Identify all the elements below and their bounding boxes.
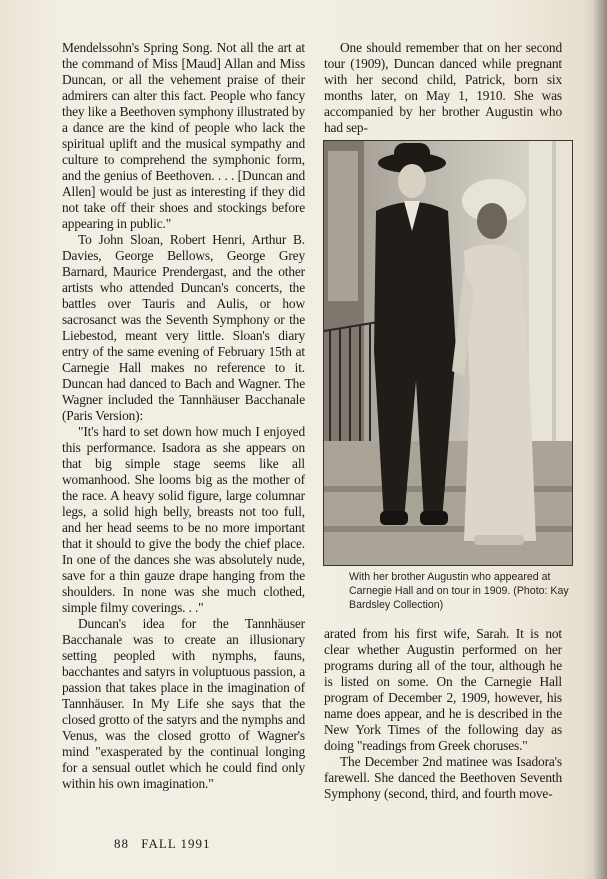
paragraph-4: Duncan's idea for the Tannhäuser Bacchanale was to create an illusionary setting peopled with nymphs, fauns, bacchantes and satyrs in voluptuous passion, a passion that takes place in the imagination of Tannhäuser. In My Life she says that the closed grotto of the satyrs and the nymphs and Venus, was the closed grotto of Wagner's mind "exasperated by the continual longing for a sensual outlet which he could find only within his own imagination." (62, 616, 305, 791)
paragraph-2: To John Sloan, Robert Henri, Arthur B. Davies, George Bellows, George Grey Barnard, Maurice Prendergast, and the other artists who attended Duncan's concerts, the battles over Tauris and Aulis, or how sacrosanct was the Seventh Symphony or the Liebestod, meant very little. Sloan's diary entry of the same evening of February 15th at Carnegie Hall makes no reference to it. Duncan had danced to Bach and Wagner. The Wagner included the Tannhäuser Bacchanale (Paris Version): (62, 232, 305, 423)
left-text-column (62, 40, 305, 792)
paragraph-1: Mendelssohn's Spring Song. Not all the art at the command of Miss [Maud] Allan and Miss Duncan, or all the vehement praise of their admirers can alter this fact. People who fancy they like a Beethoven symphony illustrated by a dance are the kind of people who lack the spiritual uplift and the musical sympathy and culture to comprehend the symphonic form, and the genius of Beethoven. . . . [Duncan and Allen] would be just as interesting if they did not take off their shoes and stockings before appearing in public." (62, 40, 305, 231)
paragraph-7: The December 2nd matinee was Isadora's farewell. She danced the Beethoven Seventh Symphony (second, third, and fourth move- (324, 754, 562, 801)
page-spine-shadow (593, 0, 607, 879)
right-text-column-top (324, 40, 562, 136)
paragraph-3: "It's hard to set down how much I enjoyed this performance. Isadora as she appears on that big simple stage seems like all womanhood. She looms big as the mother of the race. A heavy solid figure, large columnar legs, a solid high belly, breasts not too full, and her head seems to be no more important that it should to give the body the chief place. In one of the dances she was absolutely nude, save for a thin gauze drape hanging from the shoulders. In none was she much clothed, simple filmy coverings. . ." (62, 424, 305, 615)
photo-illustration (324, 141, 572, 565)
issue-label: FALL 1991 (141, 836, 211, 851)
paragraph-6: arated from his first wife, Sarah. It is not clear whether Augustin performed on her programs during all of the tour, although he is listed on some. On the Carnegie Hall program of December 2, 1909, however, his name does appear, and he is described in the New York Times of the following day as doing "readings from Greek choruses." (324, 626, 562, 753)
paragraph-5: One should remember that on her second tour (1909), Duncan danced while pregnant with her second child, Patrick, born six months later, on May 1, 1910. She was accompanied by her brother Augustin who had sep- (324, 40, 562, 135)
caption-text: With her brother Augustin who appeared at Carnegie Hall and on tour in 1909. (Photo: Kay Bardsley Collection) (349, 571, 569, 611)
historical-photograph (323, 140, 573, 566)
right-text-column-bottom (324, 626, 562, 802)
photo-caption (349, 570, 569, 612)
page-number: 88 (114, 836, 129, 851)
page-footer (114, 836, 219, 852)
